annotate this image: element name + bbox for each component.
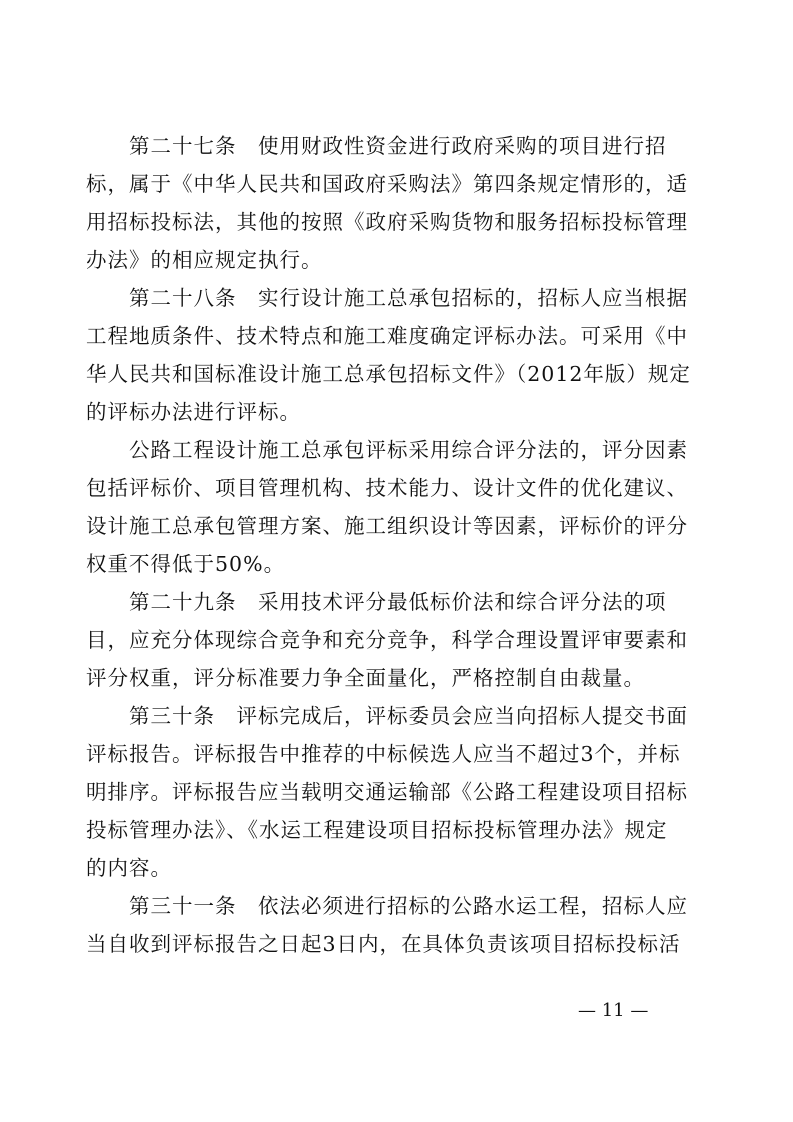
text-line: 明排序。评标报告应当载明交通运输部《公路工程建设项目招标: [86, 780, 688, 804]
text-line: 办法》的相应规定执行。: [86, 248, 323, 272]
text-line: 目，应充分体现综合竞争和充分竞争，科学合理设置评审要素和: [86, 628, 688, 652]
text-line: 的评标办法进行评标。: [86, 400, 301, 424]
text-line: 权重不得低于50%。: [86, 552, 286, 576]
page-number: — 11 —: [578, 1000, 649, 1021]
text-line: 设计施工总承包管理方案、施工组织设计等因素，评标价的评分: [86, 514, 688, 538]
text-line: 用招标投标法，其他的按照《政府采购货物和服务招标投标管理: [86, 210, 688, 234]
text-line: 评标报告。评标报告中推荐的中标候选人应当不超过3个，并标: [86, 742, 681, 766]
text-line: 工程地质条件、技术特点和施工难度确定评标办法。可采用《中: [86, 324, 688, 348]
text-line: 第二十九条 采用技术评分最低标价法和综合评分法的项: [86, 590, 667, 614]
document-body: [86, 127, 691, 963]
text-line: 当自收到评标报告之日起3日内，在具体负责该项目招标投标活: [86, 932, 681, 956]
text-line: 第三十一条 依法必须进行招标的公路水运工程，招标人应: [86, 894, 688, 918]
text-line: 标，属于《中华人民共和国政府采购法》第四条规定情形的，适: [86, 172, 688, 196]
text-line: 评分权重，评分标准要力争全面量化，严格控制自由裁量。: [86, 666, 645, 690]
text-line: 第二十八条 实行设计施工总承包招标的，招标人应当根据: [86, 286, 688, 310]
text-line: 包括评标价、项目管理机构、技术能力、设计文件的优化建议、: [86, 476, 688, 500]
text-line: 投标管理办法》、《水运工程建设项目招标投标管理办法》规定: [86, 818, 668, 842]
text-line: 的内容。: [86, 856, 172, 880]
text-line: 公路工程设计施工总承包评标采用综合评分法的，评分因素: [86, 438, 688, 462]
text-line: 华人民共和国标准设计施工总承包招标文件》（2012年版）规定: [86, 362, 691, 386]
text-line: 第二十七条 使用财政性资金进行政府采购的项目进行招: [86, 134, 667, 158]
text-line: 第三十条 评标完成后，评标委员会应当向招标人提交书面: [86, 704, 688, 728]
